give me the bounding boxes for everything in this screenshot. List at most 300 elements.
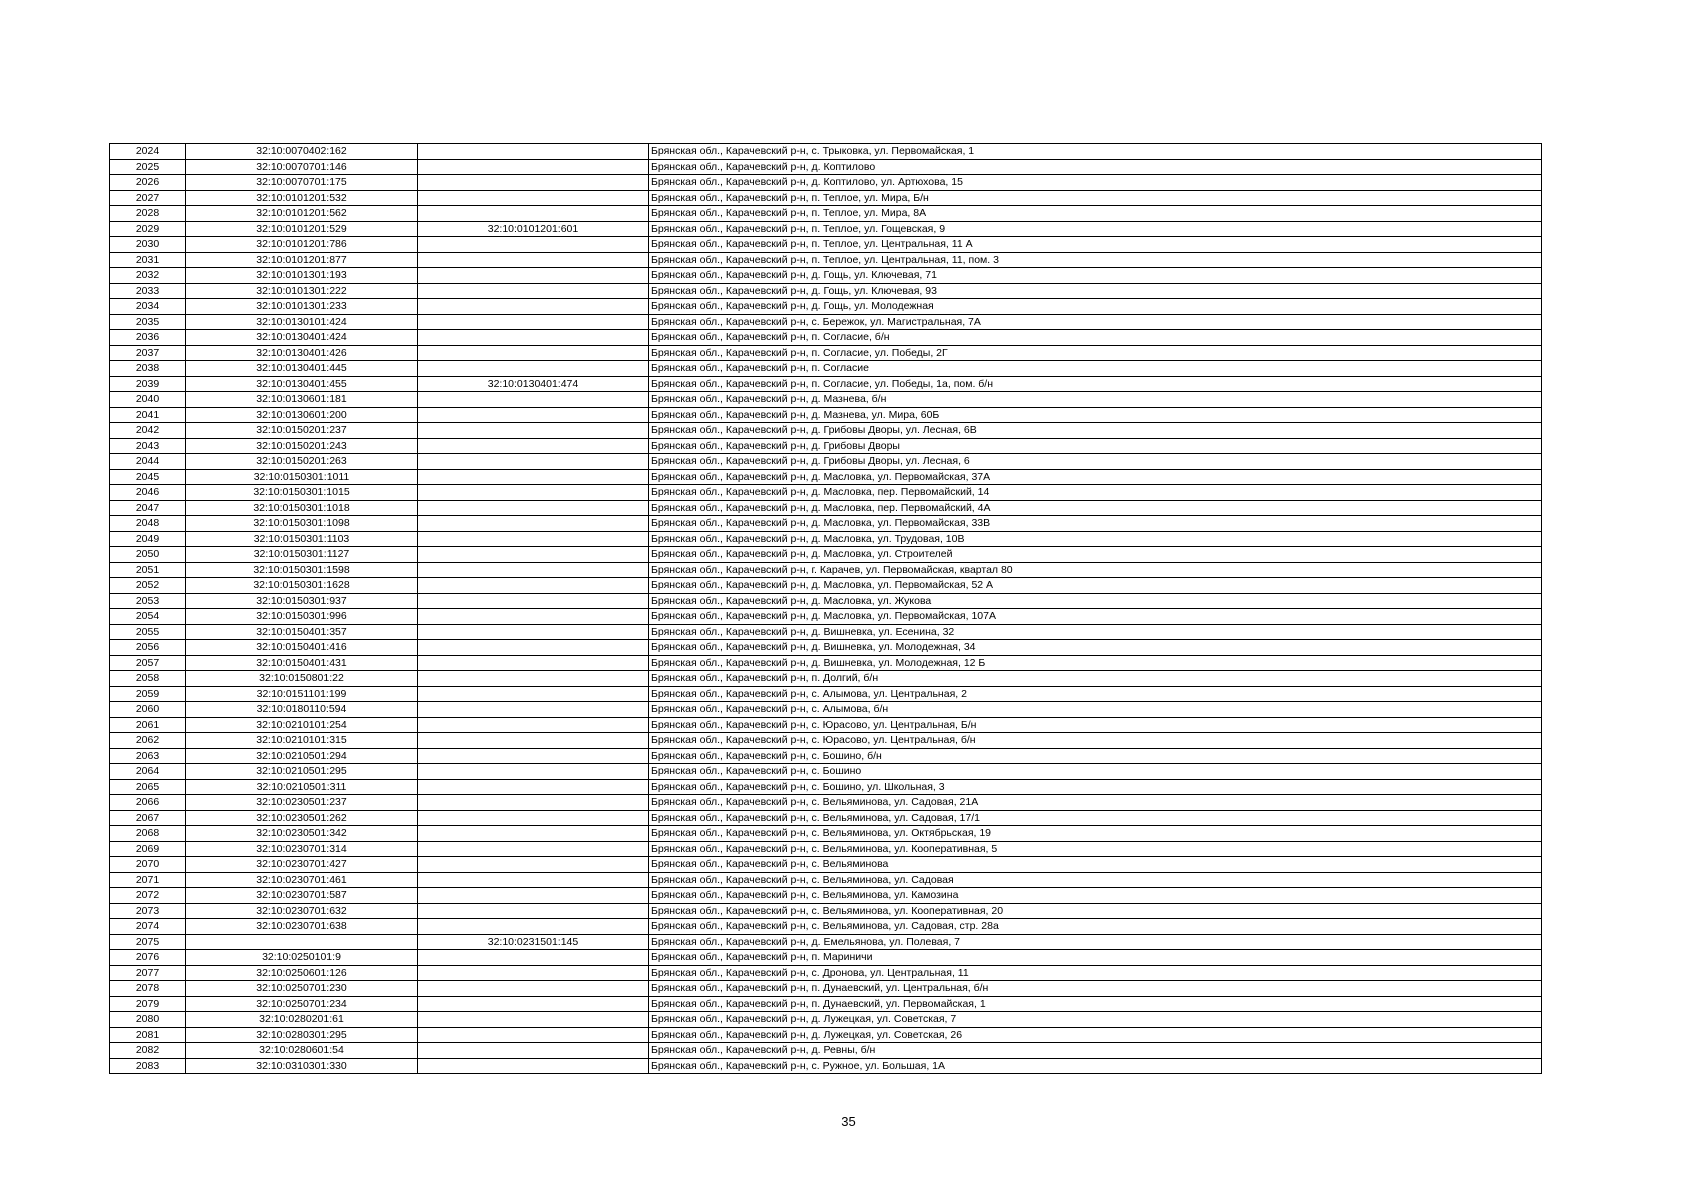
row-number-cell: 2044 [110, 454, 186, 470]
cadastral-number-cell: 32:10:0150301:1011 [186, 469, 418, 485]
cadastral-number-cell: 32:10:0150401:431 [186, 655, 418, 671]
table-row [110, 144, 1542, 160]
row-number-cell: 2057 [110, 655, 186, 671]
table-row [110, 919, 1542, 935]
table-row [110, 779, 1542, 795]
address-cell: Брянская обл., Карачевский р-н, п. Теплое, ул. Мира, Б/н [649, 190, 1542, 206]
table-row [110, 500, 1542, 516]
table-row [110, 376, 1542, 392]
address-cell: Брянская обл., Карачевский р-н, с. Бошино [649, 764, 1542, 780]
address-cell: Брянская обл., Карачевский р-н, д. Масловка, ул. Жукова [649, 593, 1542, 609]
cadastral-number-cell: 32:10:0150801:22 [186, 671, 418, 687]
table-row [110, 1012, 1542, 1028]
cadastral-number-cell: 32:10:0250601:126 [186, 965, 418, 981]
cadastral-number-cell: 32:10:0230501:262 [186, 810, 418, 826]
row-number-cell: 2055 [110, 624, 186, 640]
related-cadastral-number-cell [418, 903, 649, 919]
related-cadastral-number-cell: 32:10:0101201:601 [418, 221, 649, 237]
address-cell: Брянская обл., Карачевский р-н, п. Согласие, ул. Победы, 1а, пом. б/н [649, 376, 1542, 392]
related-cadastral-number-cell [418, 733, 649, 749]
address-cell: Брянская обл., Карачевский р-н, г. Карачев, ул. Первомайская, квартал 80 [649, 562, 1542, 578]
row-number-cell: 2028 [110, 206, 186, 222]
address-cell: Брянская обл., Карачевский р-н, п. Дунаевский, ул. Первомайская, 1 [649, 996, 1542, 1012]
related-cadastral-number-cell [418, 144, 649, 160]
row-number-cell: 2047 [110, 500, 186, 516]
cadastral-number-cell: 32:10:0150301:1598 [186, 562, 418, 578]
cadastral-number-cell: 32:10:0150401:357 [186, 624, 418, 640]
address-cell: Брянская обл., Карачевский р-н, д. Лужецкая, ул. Советская, 26 [649, 1027, 1542, 1043]
address-cell: Брянская обл., Карачевский р-н, д. Мазнева, ул. Мира, 60Б [649, 407, 1542, 423]
row-number-cell: 2066 [110, 795, 186, 811]
cadastral-number-cell: 32:10:0230701:427 [186, 857, 418, 873]
related-cadastral-number-cell [418, 283, 649, 299]
address-cell: Брянская обл., Карачевский р-н, д. Коптилово [649, 159, 1542, 175]
table-row [110, 407, 1542, 423]
related-cadastral-number-cell [418, 1012, 649, 1028]
cadastral-number-cell: 32:10:0101301:193 [186, 268, 418, 284]
table-row [110, 826, 1542, 842]
related-cadastral-number-cell [418, 500, 649, 516]
related-cadastral-number-cell [418, 624, 649, 640]
cadastral-number-cell: 32:10:0310301:330 [186, 1058, 418, 1074]
cadastral-number-cell: 32:10:0210501:294 [186, 748, 418, 764]
row-number-cell: 2033 [110, 283, 186, 299]
table-row [110, 159, 1542, 175]
address-cell: Брянская обл., Карачевский р-н, д. Масловка, пер. Первомайский, 4А [649, 500, 1542, 516]
row-number-cell: 2059 [110, 686, 186, 702]
table-row [110, 252, 1542, 268]
table-row [110, 996, 1542, 1012]
row-number-cell: 2071 [110, 872, 186, 888]
address-cell: Брянская обл., Карачевский р-н, с. Алымова, б/н [649, 702, 1542, 718]
related-cadastral-number-cell [418, 562, 649, 578]
table-row [110, 190, 1542, 206]
cadastral-number-cell: 32:10:0210501:295 [186, 764, 418, 780]
cadastral-number-cell: 32:10:0101201:877 [186, 252, 418, 268]
row-number-cell: 2063 [110, 748, 186, 764]
related-cadastral-number-cell [418, 206, 649, 222]
related-cadastral-number-cell [418, 996, 649, 1012]
row-number-cell: 2032 [110, 268, 186, 284]
table-row [110, 686, 1542, 702]
row-number-cell: 2042 [110, 423, 186, 439]
table-row [110, 438, 1542, 454]
address-cell: Брянская обл., Карачевский р-н, д. Масловка, ул. Первомайская, 37А [649, 469, 1542, 485]
table-row [110, 392, 1542, 408]
cadastral-number-cell: 32:10:0070402:162 [186, 144, 418, 160]
address-cell: Брянская обл., Карачевский р-н, п. Теплое, ул. Центральная, 11 А [649, 237, 1542, 253]
row-number-cell: 2039 [110, 376, 186, 392]
related-cadastral-number-cell [418, 810, 649, 826]
address-cell: Брянская обл., Карачевский р-н, д. Грибовы Дворы [649, 438, 1542, 454]
address-cell: Брянская обл., Карачевский р-н, п. Теплое, ул. Гощевская, 9 [649, 221, 1542, 237]
row-number-cell: 2029 [110, 221, 186, 237]
row-number-cell: 2069 [110, 841, 186, 857]
address-cell: Брянская обл., Карачевский р-н, с. Ружное, ул. Большая, 1А [649, 1058, 1542, 1074]
table-row [110, 1058, 1542, 1074]
row-number-cell: 2027 [110, 190, 186, 206]
cadastral-number-cell: 32:10:0230701:638 [186, 919, 418, 935]
table-row [110, 283, 1542, 299]
table-row [110, 640, 1542, 656]
cadastral-number-cell: 32:10:0130601:200 [186, 407, 418, 423]
address-cell: Брянская обл., Карачевский р-н, д. Гощь, ул. Ключевая, 71 [649, 268, 1542, 284]
related-cadastral-number-cell [418, 175, 649, 191]
cadastral-number-cell: 32:10:0070701:175 [186, 175, 418, 191]
related-cadastral-number-cell [418, 392, 649, 408]
cadastral-number-cell: 32:10:0250701:234 [186, 996, 418, 1012]
address-cell: Брянская обл., Карачевский р-н, д. Мазнева, б/н [649, 392, 1542, 408]
related-cadastral-number-cell [418, 857, 649, 873]
address-cell: Брянская обл., Карачевский р-н, д. Масловка, ул. Трудовая, 10В [649, 531, 1542, 547]
table-row [110, 562, 1542, 578]
row-number-cell: 2079 [110, 996, 186, 1012]
table-row [110, 810, 1542, 826]
address-cell: Брянская обл., Карачевский р-н, п. Согласие [649, 361, 1542, 377]
address-cell: Брянская обл., Карачевский р-н, д. Гощь, ул. Молодежная [649, 299, 1542, 315]
row-number-cell: 2080 [110, 1012, 186, 1028]
related-cadastral-number-cell [418, 345, 649, 361]
table-row [110, 624, 1542, 640]
table-row [110, 268, 1542, 284]
row-number-cell: 2053 [110, 593, 186, 609]
address-cell: Брянская обл., Карачевский р-н, д. Масловка, ул. Строителей [649, 547, 1542, 563]
related-cadastral-number-cell [418, 950, 649, 966]
table-row [110, 950, 1542, 966]
cadastral-number-cell: 32:10:0070701:146 [186, 159, 418, 175]
table-row [110, 237, 1542, 253]
row-number-cell: 2054 [110, 609, 186, 625]
related-cadastral-number-cell [418, 469, 649, 485]
related-cadastral-number-cell [418, 314, 649, 330]
cadastral-number-cell: 32:10:0280201:61 [186, 1012, 418, 1028]
row-number-cell: 2024 [110, 144, 186, 160]
table-row [110, 299, 1542, 315]
row-number-cell: 2034 [110, 299, 186, 315]
address-cell: Брянская обл., Карачевский р-н, с. Вельяминова, ул. Кооперативная, 5 [649, 841, 1542, 857]
table-row [110, 1043, 1542, 1059]
address-cell: Брянская обл., Карачевский р-н, д. Лужецкая, ул. Советская, 7 [649, 1012, 1542, 1028]
related-cadastral-number-cell [418, 423, 649, 439]
row-number-cell: 2060 [110, 702, 186, 718]
table-row [110, 485, 1542, 501]
address-cell: Брянская обл., Карачевский р-н, с. Бережок, ул. Магистральная, 7А [649, 314, 1542, 330]
table-row [110, 748, 1542, 764]
related-cadastral-number-cell [418, 485, 649, 501]
row-number-cell: 2037 [110, 345, 186, 361]
cadastral-number-cell: 32:10:0210101:315 [186, 733, 418, 749]
address-cell: Брянская обл., Карачевский р-н, с. Юрасово, ул. Центральная, б/н [649, 733, 1542, 749]
table-row [110, 965, 1542, 981]
table-row [110, 733, 1542, 749]
address-cell: Брянская обл., Карачевский р-н, д. Ревны, б/н [649, 1043, 1542, 1059]
table-row [110, 764, 1542, 780]
related-cadastral-number-cell [418, 330, 649, 346]
related-cadastral-number-cell [418, 268, 649, 284]
table-row [110, 655, 1542, 671]
related-cadastral-number-cell [418, 531, 649, 547]
related-cadastral-number-cell [418, 252, 649, 268]
address-cell: Брянская обл., Карачевский р-н, с. Дронова, ул. Центральная, 11 [649, 965, 1542, 981]
related-cadastral-number-cell [418, 748, 649, 764]
related-cadastral-number-cell [418, 1027, 649, 1043]
cadastral-number-cell: 32:10:0150301:1015 [186, 485, 418, 501]
cadastral-number-cell: 32:10:0230501:342 [186, 826, 418, 842]
cadastral-number-cell: 32:10:0101201:532 [186, 190, 418, 206]
table-row [110, 469, 1542, 485]
cadastral-number-cell: 32:10:0130401:455 [186, 376, 418, 392]
related-cadastral-number-cell [418, 702, 649, 718]
address-cell: Брянская обл., Карачевский р-н, п. Дунаевский, ул. Центральная, б/н [649, 981, 1542, 997]
table-row [110, 221, 1542, 237]
related-cadastral-number-cell [418, 841, 649, 857]
cadastral-number-cell: 32:10:0101201:529 [186, 221, 418, 237]
address-cell: Брянская обл., Карачевский р-н, д. Вишневка, ул. Молодежная, 34 [649, 640, 1542, 656]
cadastral-number-cell: 32:10:0150301:1018 [186, 500, 418, 516]
row-number-cell: 2030 [110, 237, 186, 253]
address-cell: Брянская обл., Карачевский р-н, д. Масловка, ул. Первомайская, 107А [649, 609, 1542, 625]
related-cadastral-number-cell [418, 888, 649, 904]
row-number-cell: 2049 [110, 531, 186, 547]
related-cadastral-number-cell [418, 547, 649, 563]
cadastral-number-cell: 32:10:0130601:181 [186, 392, 418, 408]
related-cadastral-number-cell [418, 779, 649, 795]
related-cadastral-number-cell [418, 159, 649, 175]
cadastral-number-cell: 32:10:0250101:9 [186, 950, 418, 966]
address-cell: Брянская обл., Карачевский р-н, с. Вельяминова, ул. Садовая, стр. 28а [649, 919, 1542, 935]
table-row [110, 547, 1542, 563]
table-row [110, 841, 1542, 857]
cadastral-number-cell: 32:10:0150301:1098 [186, 516, 418, 532]
address-cell: Брянская обл., Карачевский р-н, с. Алымова, ул. Центральная, 2 [649, 686, 1542, 702]
cadastral-number-cell: 32:10:0250701:230 [186, 981, 418, 997]
address-cell: Брянская обл., Карачевский р-н, с. Юрасово, ул. Центральная, Б/н [649, 717, 1542, 733]
related-cadastral-number-cell [418, 872, 649, 888]
row-number-cell: 2083 [110, 1058, 186, 1074]
table-row [110, 593, 1542, 609]
address-cell: Брянская обл., Карачевский р-н, д. Гощь, ул. Ключевая, 93 [649, 283, 1542, 299]
address-cell: Брянская обл., Карачевский р-н, д. Масловка, пер. Первомайский, 14 [649, 485, 1542, 501]
row-number-cell: 2076 [110, 950, 186, 966]
row-number-cell: 2078 [110, 981, 186, 997]
cadastral-number-cell: 32:10:0101201:562 [186, 206, 418, 222]
cadastral-number-cell [186, 934, 418, 950]
table-row [110, 609, 1542, 625]
cadastral-number-cell: 32:10:0150401:416 [186, 640, 418, 656]
row-number-cell: 2077 [110, 965, 186, 981]
row-number-cell: 2056 [110, 640, 186, 656]
row-number-cell: 2035 [110, 314, 186, 330]
row-number-cell: 2046 [110, 485, 186, 501]
table-row [110, 531, 1542, 547]
cadastral-number-cell: 32:10:0150201:243 [186, 438, 418, 454]
related-cadastral-number-cell [418, 919, 649, 935]
page-number: 35 [841, 1114, 856, 1129]
table-row [110, 516, 1542, 532]
cadastral-number-cell: 32:10:0150301:937 [186, 593, 418, 609]
row-number-cell: 2075 [110, 934, 186, 950]
address-cell: Брянская обл., Карачевский р-н, д. Грибовы Дворы, ул. Лесная, 6 [649, 454, 1542, 470]
row-number-cell: 2031 [110, 252, 186, 268]
related-cadastral-number-cell [418, 516, 649, 532]
row-number-cell: 2073 [110, 903, 186, 919]
row-number-cell: 2048 [110, 516, 186, 532]
cadastral-number-cell: 32:10:0230701:461 [186, 872, 418, 888]
table-row [110, 1027, 1542, 1043]
row-number-cell: 2025 [110, 159, 186, 175]
table-row [110, 872, 1542, 888]
row-number-cell: 2081 [110, 1027, 186, 1043]
row-number-cell: 2050 [110, 547, 186, 563]
table-row [110, 330, 1542, 346]
cadastral-number-cell: 32:10:0151101:199 [186, 686, 418, 702]
property-table [109, 143, 1542, 1074]
address-cell: Брянская обл., Карачевский р-н, п. Теплое, ул. Центральная, 11, пом. 3 [649, 252, 1542, 268]
related-cadastral-number-cell [418, 640, 649, 656]
related-cadastral-number-cell [418, 671, 649, 687]
row-number-cell: 2062 [110, 733, 186, 749]
row-number-cell: 2064 [110, 764, 186, 780]
row-number-cell: 2068 [110, 826, 186, 842]
related-cadastral-number-cell [418, 609, 649, 625]
address-cell: Брянская обл., Карачевский р-н, с. Вельяминова, ул. Камозина [649, 888, 1542, 904]
related-cadastral-number-cell [418, 764, 649, 780]
address-cell: Брянская обл., Карачевский р-н, п. Мариничи [649, 950, 1542, 966]
cadastral-number-cell: 32:10:0150301:996 [186, 609, 418, 625]
address-cell: Брянская обл., Карачевский р-н, д. Грибовы Дворы, ул. Лесная, 6В [649, 423, 1542, 439]
row-number-cell: 2041 [110, 407, 186, 423]
related-cadastral-number-cell [418, 438, 649, 454]
cadastral-number-cell: 32:10:0210101:254 [186, 717, 418, 733]
related-cadastral-number-cell [418, 1043, 649, 1059]
cadastral-number-cell: 32:10:0150301:1628 [186, 578, 418, 594]
cadastral-number-cell: 32:10:0230501:237 [186, 795, 418, 811]
cadastral-number-cell: 32:10:0150201:237 [186, 423, 418, 439]
address-cell: Брянская обл., Карачевский р-н, с. Вельяминова, ул. Кооперативная, 20 [649, 903, 1542, 919]
address-cell: Брянская обл., Карачевский р-н, д. Масловка, ул. Первомайская, 33В [649, 516, 1542, 532]
cadastral-number-cell: 32:10:0101301:233 [186, 299, 418, 315]
row-number-cell: 2065 [110, 779, 186, 795]
table-row [110, 934, 1542, 950]
address-cell: Брянская обл., Карачевский р-н, с. Вельяминова, ул. Садовая, 17/1 [649, 810, 1542, 826]
related-cadastral-number-cell [418, 1058, 649, 1074]
cadastral-number-cell: 32:10:0230701:314 [186, 841, 418, 857]
row-number-cell: 2040 [110, 392, 186, 408]
row-number-cell: 2082 [110, 1043, 186, 1059]
address-cell: Брянская обл., Карачевский р-н, с. Бошино, ул. Школьная, 3 [649, 779, 1542, 795]
related-cadastral-number-cell [418, 299, 649, 315]
address-cell: Брянская обл., Карачевский р-н, с. Вельяминова, ул. Садовая, 21А [649, 795, 1542, 811]
address-cell: Брянская обл., Карачевский р-н, с. Вельяминова, ул. Садовая [649, 872, 1542, 888]
row-number-cell: 2061 [110, 717, 186, 733]
address-cell: Брянская обл., Карачевский р-н, с. Вельяминова [649, 857, 1542, 873]
related-cadastral-number-cell [418, 578, 649, 594]
address-cell: Брянская обл., Карачевский р-н, п. Согласие, б/н [649, 330, 1542, 346]
table-row [110, 423, 1542, 439]
table-row [110, 454, 1542, 470]
table-row [110, 795, 1542, 811]
cadastral-number-cell: 32:10:0180110:594 [186, 702, 418, 718]
cadastral-number-cell: 32:10:0280601:54 [186, 1043, 418, 1059]
row-number-cell: 2026 [110, 175, 186, 191]
table-row [110, 903, 1542, 919]
row-number-cell: 2043 [110, 438, 186, 454]
related-cadastral-number-cell [418, 407, 649, 423]
related-cadastral-number-cell [418, 686, 649, 702]
table-row [110, 345, 1542, 361]
address-cell: Брянская обл., Карачевский р-н, д. Вишневка, ул. Есенина, 32 [649, 624, 1542, 640]
address-cell: Брянская обл., Карачевский р-н, д. Масловка, ул. Первомайская, 52 А [649, 578, 1542, 594]
row-number-cell: 2070 [110, 857, 186, 873]
table-row [110, 981, 1542, 997]
address-cell: Брянская обл., Карачевский р-н, д. Емельянова, ул. Полевая, 7 [649, 934, 1542, 950]
cadastral-number-cell: 32:10:0130101:424 [186, 314, 418, 330]
related-cadastral-number-cell [418, 454, 649, 470]
row-number-cell: 2074 [110, 919, 186, 935]
related-cadastral-number-cell [418, 826, 649, 842]
related-cadastral-number-cell: 32:10:0130401:474 [418, 376, 649, 392]
cadastral-number-cell: 32:10:0150301:1103 [186, 531, 418, 547]
cadastral-number-cell: 32:10:0130401:424 [186, 330, 418, 346]
cadastral-number-cell: 32:10:0210501:311 [186, 779, 418, 795]
row-number-cell: 2067 [110, 810, 186, 826]
related-cadastral-number-cell [418, 593, 649, 609]
row-number-cell: 2036 [110, 330, 186, 346]
table-row [110, 175, 1542, 191]
row-number-cell: 2038 [110, 361, 186, 377]
table-row [110, 888, 1542, 904]
address-cell: Брянская обл., Карачевский р-н, п. Долгий, б/н [649, 671, 1542, 687]
table-row [110, 206, 1542, 222]
cadastral-number-cell: 32:10:0230701:632 [186, 903, 418, 919]
table-row [110, 671, 1542, 687]
cadastral-number-cell: 32:10:0280301:295 [186, 1027, 418, 1043]
cadastral-number-cell: 32:10:0130401:445 [186, 361, 418, 377]
table-row [110, 702, 1542, 718]
cadastral-number-cell: 32:10:0150201:263 [186, 454, 418, 470]
cadastral-number-cell: 32:10:0150301:1127 [186, 547, 418, 563]
table-row [110, 578, 1542, 594]
related-cadastral-number-cell [418, 717, 649, 733]
table-row [110, 361, 1542, 377]
row-number-cell: 2072 [110, 888, 186, 904]
cadastral-number-cell: 32:10:0130401:426 [186, 345, 418, 361]
address-cell: Брянская обл., Карачевский р-н, с. Трыковка, ул. Первомайская, 1 [649, 144, 1542, 160]
row-number-cell: 2045 [110, 469, 186, 485]
related-cadastral-number-cell [418, 361, 649, 377]
address-cell: Брянская обл., Карачевский р-н, д. Коптилово, ул. Артюхова, 15 [649, 175, 1542, 191]
related-cadastral-number-cell [418, 237, 649, 253]
related-cadastral-number-cell [418, 190, 649, 206]
cadastral-number-cell: 32:10:0230701:587 [186, 888, 418, 904]
address-cell: Брянская обл., Карачевский р-н, с. Бошино, б/н [649, 748, 1542, 764]
table-row [110, 717, 1542, 733]
address-cell: Брянская обл., Карачевский р-н, с. Вельяминова, ул. Октябрьская, 19 [649, 826, 1542, 842]
address-cell: Брянская обл., Карачевский р-н, д. Вишневка, ул. Молодежная, 12 Б [649, 655, 1542, 671]
row-number-cell: 2058 [110, 671, 186, 687]
table-body [110, 144, 1542, 1074]
related-cadastral-number-cell [418, 655, 649, 671]
row-number-cell: 2052 [110, 578, 186, 594]
table-row [110, 314, 1542, 330]
row-number-cell: 2051 [110, 562, 186, 578]
related-cadastral-number-cell [418, 965, 649, 981]
address-cell: Брянская обл., Карачевский р-н, п. Теплое, ул. Мира, 8А [649, 206, 1542, 222]
related-cadastral-number-cell [418, 795, 649, 811]
address-cell: Брянская обл., Карачевский р-н, п. Согласие, ул. Победы, 2Г [649, 345, 1542, 361]
cadastral-number-cell: 32:10:0101301:222 [186, 283, 418, 299]
cadastral-number-cell: 32:10:0101201:786 [186, 237, 418, 253]
